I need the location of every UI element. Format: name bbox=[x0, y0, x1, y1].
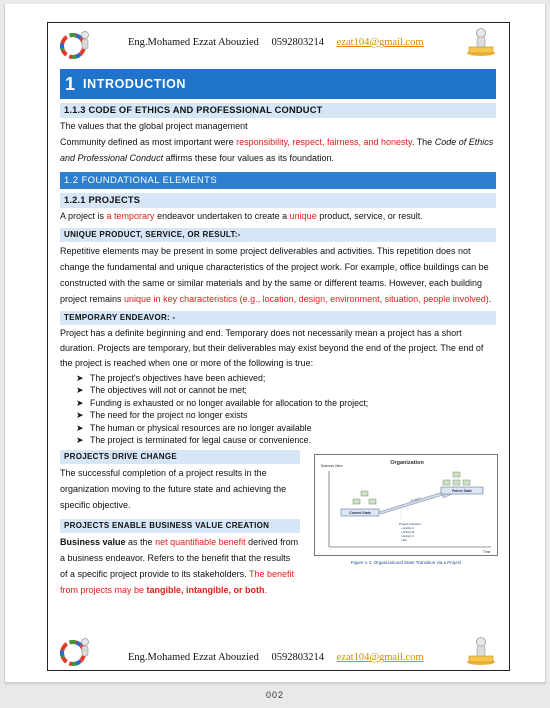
future-state-label: Future State bbox=[452, 489, 472, 494]
value-heading: PROJECTS ENABLE BUSINESS VALUE CREATION bbox=[60, 519, 300, 533]
logo-icon bbox=[58, 636, 94, 666]
page-number: 002 bbox=[265, 690, 285, 700]
page-header bbox=[48, 23, 509, 63]
arrow-bullet-icon: ➤ bbox=[76, 397, 84, 408]
organization-figure bbox=[314, 454, 498, 556]
list-item-text: Funding is exhausted or no longer available for allocation to the project; bbox=[90, 397, 369, 408]
activity-item: • Activity C bbox=[401, 534, 415, 539]
drive-paragraph: The successful completion of a project results in the organization moving to the future state and achieving the specific objective. bbox=[60, 468, 287, 511]
value-end: . bbox=[264, 585, 268, 596]
value-text-a: as the bbox=[125, 537, 156, 548]
email-link[interactable]: ezat104@gmail.com bbox=[336, 37, 424, 48]
list-item bbox=[76, 422, 496, 434]
ethics-line1: The values that the global project management bbox=[60, 121, 248, 131]
two-column-section bbox=[60, 450, 496, 600]
temporary-list bbox=[76, 372, 496, 446]
value-net-benefit: net quantifiable benefit bbox=[155, 537, 246, 548]
value-paragraph bbox=[60, 534, 300, 598]
activity-item: • Etc bbox=[401, 538, 407, 543]
list-item-text: The human or physical resources are no longer available bbox=[90, 422, 312, 433]
list-item bbox=[76, 434, 496, 446]
ethics-paragraph bbox=[60, 118, 496, 166]
phone-number: 0592803214 bbox=[271, 652, 325, 663]
chapter-title: INTRODUCTION bbox=[83, 77, 187, 91]
phone-number: 0592803214 bbox=[271, 37, 325, 48]
footer-text bbox=[128, 652, 428, 663]
ethics-text-a: Community defined as most important were bbox=[60, 137, 237, 147]
state-transition-diagram bbox=[315, 455, 499, 557]
def-unique: unique bbox=[289, 211, 317, 221]
email-link[interactable]: ezat104@gmail.com bbox=[336, 652, 424, 663]
page-footer bbox=[48, 630, 509, 670]
header-text bbox=[128, 37, 428, 48]
logo-icon bbox=[58, 29, 94, 59]
drive-heading: PROJECTS DRIVE CHANGE bbox=[60, 450, 300, 464]
section-heading-1-2: 1.2 FOUNDATIONAL ELEMENTS bbox=[60, 172, 496, 189]
unique-heading: UNIQUE PRODUCT, SERVICE, OR RESULT:- bbox=[60, 228, 496, 242]
author-name: Eng.Mohamed Ezzat Abouzied bbox=[128, 37, 259, 48]
ethics-text-b: . The bbox=[411, 137, 435, 147]
list-item bbox=[76, 384, 496, 396]
y-axis-label: Business Value bbox=[321, 464, 343, 469]
arrow-bullet-icon: ➤ bbox=[76, 422, 84, 433]
unique-text: Repetitive elements may be present in some project deliverables and activities. This repetition does not change the fundamental and unique characteristics of the project work. For example, office buildings can be constructed with the same or similar materials and by the same or different teams. However, each building project remains bbox=[60, 246, 489, 304]
mascot-icon bbox=[463, 636, 499, 666]
project-definition bbox=[60, 208, 496, 224]
arrow-bullet-icon: ➤ bbox=[76, 373, 84, 383]
list-item-text: The project's objectives have been achieved; bbox=[90, 373, 266, 383]
chapter-number: 1 bbox=[65, 73, 76, 94]
list-item bbox=[76, 372, 496, 384]
author-name: Eng.Mohamed Ezzat Abouzied bbox=[128, 652, 259, 663]
mascot-icon bbox=[463, 27, 499, 57]
activity-item: • Activity A bbox=[401, 526, 414, 531]
value-term: Business value bbox=[60, 537, 126, 548]
x-axis-label: Time bbox=[483, 550, 491, 555]
temporary-heading: TEMPORARY ENDEAVOR: - bbox=[60, 311, 496, 325]
value-benefit-text: The benefit from projects may be bbox=[60, 569, 294, 596]
future-state-org bbox=[443, 472, 470, 485]
figure-title: Organization bbox=[390, 460, 424, 467]
current-state-label: Current State bbox=[349, 511, 371, 516]
value-benefit-types: tangible, intangible, or both bbox=[146, 585, 265, 596]
def-text-c: product, service, or result. bbox=[316, 211, 423, 221]
project-label: Project bbox=[410, 496, 422, 504]
unique-characteristics: unique in key characteristics (e.g., location, design, environment, situation, people involved) bbox=[124, 294, 489, 304]
chapter-heading bbox=[60, 69, 496, 99]
page-border bbox=[47, 22, 510, 671]
def-text-b: endeavor undertaken to create a bbox=[154, 211, 290, 221]
section-heading-1-2-1: 1.2.1 PROJECTS bbox=[60, 193, 496, 208]
activities-title: Project Activities bbox=[399, 522, 421, 527]
unique-end: . bbox=[488, 294, 492, 304]
document-page bbox=[4, 4, 546, 682]
unique-paragraph bbox=[60, 243, 496, 307]
current-state-org bbox=[353, 491, 376, 504]
activity-item: • Activity B bbox=[401, 530, 415, 535]
ethics-code-title: Code of Ethics and Professional Conduct bbox=[60, 137, 494, 163]
list-item-text: The need for the project no longer exists bbox=[90, 410, 248, 421]
page-content bbox=[60, 69, 496, 600]
value-text-b: derived from a business endeavor. Refers to the benefit that the results of a specific project provide to its stakeholders. bbox=[60, 537, 299, 580]
temporary-paragraph: Project has a definite beginning and end. Temporary does not necessarily mean a project has a short duration. Projects are temporary, but their deliverables may exist beyond the end of the project. The end of the project is reached when one or more of the following is true: bbox=[60, 328, 484, 368]
ethics-text-c: affirms these four values as its foundation. bbox=[163, 153, 335, 163]
left-column bbox=[60, 450, 300, 598]
section-heading-1-1-3: 1.1.3 CODE OF ETHICS AND PROFESSIONAL CONDUCT bbox=[60, 103, 496, 118]
def-text-a: A project is bbox=[60, 211, 107, 221]
list-item-text: The objectives will not or cannot be met; bbox=[90, 385, 247, 396]
list-item bbox=[76, 409, 496, 421]
arrow-bullet-icon: ➤ bbox=[76, 410, 84, 421]
ethics-values: responsibility, respect, fairness, and honesty bbox=[236, 137, 412, 147]
list-item bbox=[76, 397, 496, 409]
def-temporary: a temporary bbox=[106, 211, 155, 221]
list-item-text: The project is terminated for legal cause or convenience. bbox=[90, 435, 312, 446]
arrow-bullet-icon: ➤ bbox=[76, 385, 84, 396]
figure-caption: Figure 1-1. Organizational State Transition via a Project bbox=[350, 560, 462, 566]
page-shadow bbox=[4, 682, 546, 686]
arrow-bullet-icon: ➤ bbox=[76, 435, 84, 446]
